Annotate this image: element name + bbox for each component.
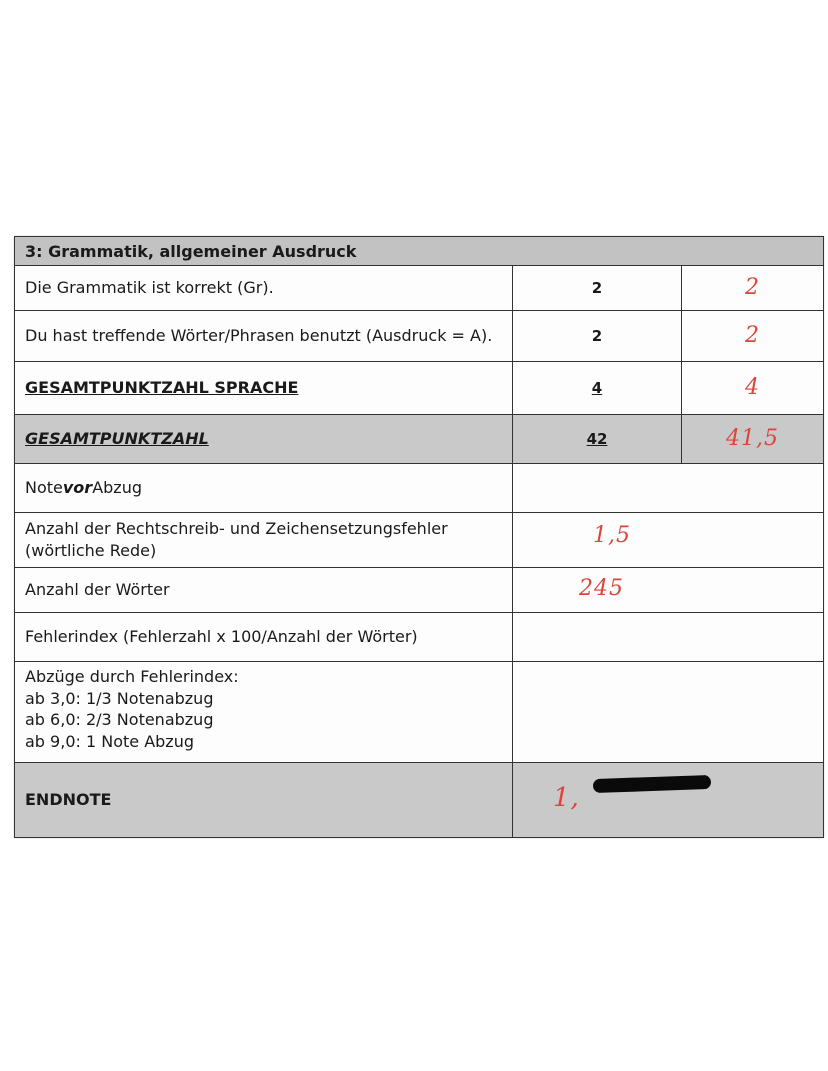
section-title: 3: Grammatik, allgemeiner Ausdruck — [15, 237, 823, 265]
total-label: GESAMTPUNKTZAHL — [25, 429, 209, 449]
error-index-value — [512, 613, 823, 661]
row-total — [15, 414, 823, 463]
words-label: Anzahl der Wörter — [25, 580, 170, 600]
total-language-score-cell — [681, 362, 823, 414]
grading-sheet — [14, 236, 824, 838]
total-max: 42 — [512, 415, 681, 463]
row-grammar — [15, 265, 823, 310]
grammar-score: 2 — [745, 275, 760, 301]
total-score-cell — [681, 415, 823, 463]
final-value: 1, — [553, 783, 580, 813]
errors-label: Anzahl der Rechtschreib- und Zeichensetzungsfehler (wörtliche Rede) — [25, 519, 448, 560]
row-error-index — [15, 612, 823, 661]
row-deductions — [15, 661, 823, 762]
errors-value-cell — [512, 513, 823, 567]
total-score: 41,5 — [726, 426, 779, 452]
redaction-mark — [593, 775, 711, 793]
deductions-label: Abzüge durch Fehlerindex: ab 3,0: 1/3 Notenabzug ab 6,0: 2/3 Notenabzug ab 9,0: 1 Note Abzug — [25, 667, 239, 751]
total-language-max: 4 — [512, 362, 681, 414]
grammar-max: 2 — [512, 266, 681, 310]
words-value-cell — [512, 568, 823, 612]
expression-score-cell — [681, 311, 823, 361]
error-index-label: Fehlerindex (Fehlerzahl x 100/Anzahl der Wörter) — [25, 627, 418, 647]
total-language-label: GESAMTPUNKTZAHL SPRACHE — [25, 378, 299, 398]
grade-before-value — [512, 464, 823, 512]
deductions-value — [512, 662, 823, 762]
expression-max: 2 — [512, 311, 681, 361]
row-grade-before — [15, 463, 823, 512]
row-total-language — [15, 361, 823, 414]
words-value: 245 — [579, 576, 624, 601]
row-expression — [15, 310, 823, 361]
row-words — [15, 567, 823, 612]
row-final — [15, 762, 823, 837]
expression-score: 2 — [745, 323, 760, 349]
expression-label: Du hast treffende Wörter/Phrasen benutzt (Ausdruck = A). — [25, 326, 493, 346]
grade-before-label: Note vor Abzug — [25, 478, 142, 498]
total-language-score: 4 — [745, 375, 760, 401]
row-errors — [15, 512, 823, 567]
grammar-label: Die Grammatik ist korrekt (Gr). — [25, 278, 274, 298]
errors-value: 1,5 — [593, 523, 631, 548]
final-value-cell — [512, 763, 823, 837]
grammar-score-cell — [681, 266, 823, 310]
final-label: ENDNOTE — [25, 790, 112, 810]
